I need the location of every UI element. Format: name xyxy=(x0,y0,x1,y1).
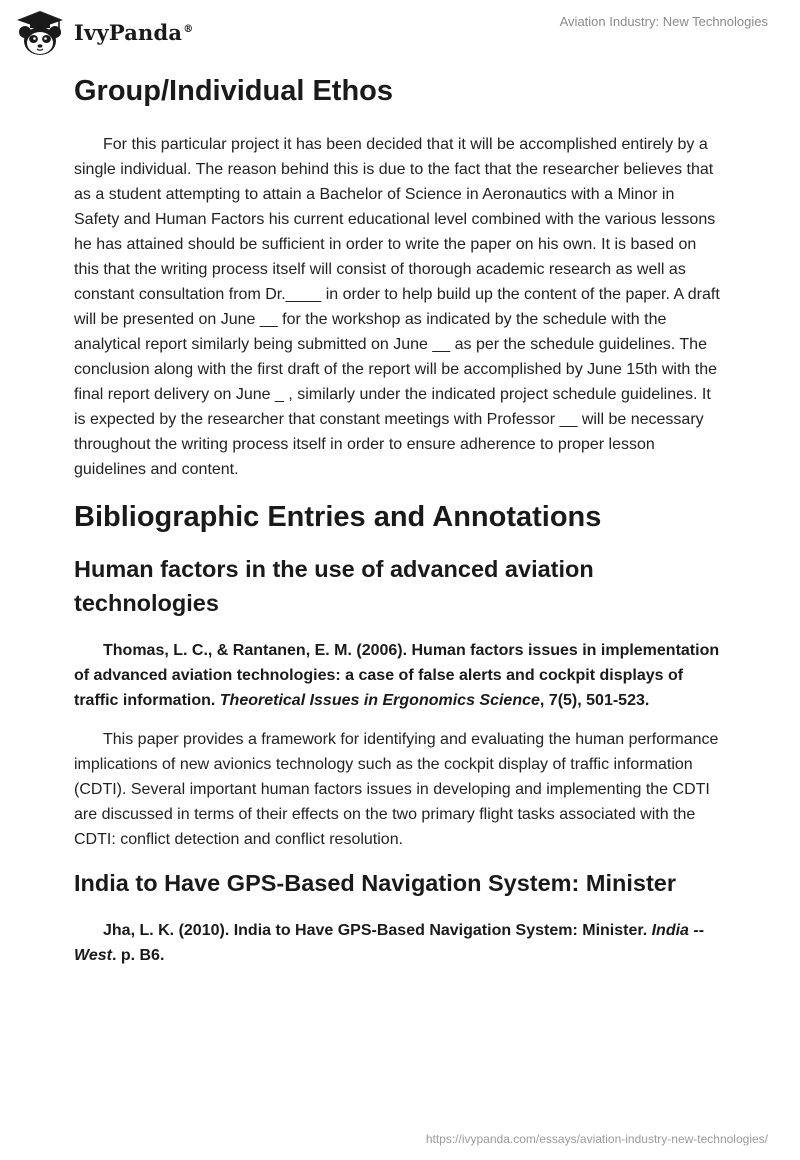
annotation-1: This paper provides a framework for identifying and evaluating the human performance implications of new avionics technology such as the cockpit display of traffic information (CDTI). Several important human factors issues in developing and implementing the CDTI are discussed in terms of their effects on the two primary flight tasks associated with the CDTI: conflict detection and conflict resolution. xyxy=(74,731,719,848)
essay-content xyxy=(74,70,724,968)
brand-logo[interactable] xyxy=(14,8,193,56)
section-heading-bibliography: Bibliographic Entries and Annotations xyxy=(74,501,602,533)
citation-2-tail: . p. B6. xyxy=(111,947,165,964)
citation-1-journal: Theoretical Issues in Ergonomics Science xyxy=(219,692,540,709)
citation-1-tail: , 7(5), 501-523. xyxy=(539,692,650,709)
document-title: Aviation Industry: New Technologies xyxy=(559,14,768,29)
page-header xyxy=(0,0,800,66)
citation-2-journal: India -- West xyxy=(74,922,705,964)
ethos-paragraph: For this particular project it has been decided that it will be accomplished entirely by a single individual. The reason behind this is due to the fact that the researcher believes that as a student attempting to attain a Bachelor of Science in Aeronautics with a Minor in Safety and Human Factors his current educational level combined with the various lessons he has attained should be sufficient in order to write the paper on his own. It is based on this that the writing process itself will consist of thorough academic research as well as constant consultation from Dr.____ in order to help build up the content of the paper. A draft will be presented on June __ for the workshop as indicated by the schedule with the analytical report similarly being submitted on June __ as per the schedule guidelines. The conclusion along with the first draft of the report will be accomplished by June 15th with the final report delivery on June _ , similarly under the indicated project schedule guidelines. It is expected by the researcher that constant meetings with Professor __ will be necessary throughout the writing process itself in order to ensure adherence to proper lesson guidelines and content. xyxy=(74,136,720,478)
citation-1-main: Thomas, L. C., & Rantanen, E. M. (2006). Human factors issues in implementation of advanced aviation technologies: a case of false alerts and cockpit displays of traffic information. xyxy=(74,642,720,709)
section-heading-ethos: Group/Individual Ethos xyxy=(74,75,393,107)
citation-1 xyxy=(74,638,724,713)
brand-name xyxy=(74,20,193,45)
registered-mark: ® xyxy=(183,23,194,35)
source-url-link[interactable]: https://ivypanda.com/essays/aviation-industry-new-technologies/ xyxy=(425,1132,768,1146)
brand-name-text: IvyPanda xyxy=(74,19,183,45)
panda-graduate-icon xyxy=(14,8,66,56)
entry-title-2: India to Have GPS-Based Navigation System: Minister xyxy=(74,870,677,896)
entry-title-1: Human factors in the use of advanced aviation technologies xyxy=(74,556,594,616)
citation-2 xyxy=(74,918,724,968)
citation-2-main: Jha, L. K. (2010). India to Have GPS-Based Navigation System: Minister. xyxy=(103,922,652,939)
